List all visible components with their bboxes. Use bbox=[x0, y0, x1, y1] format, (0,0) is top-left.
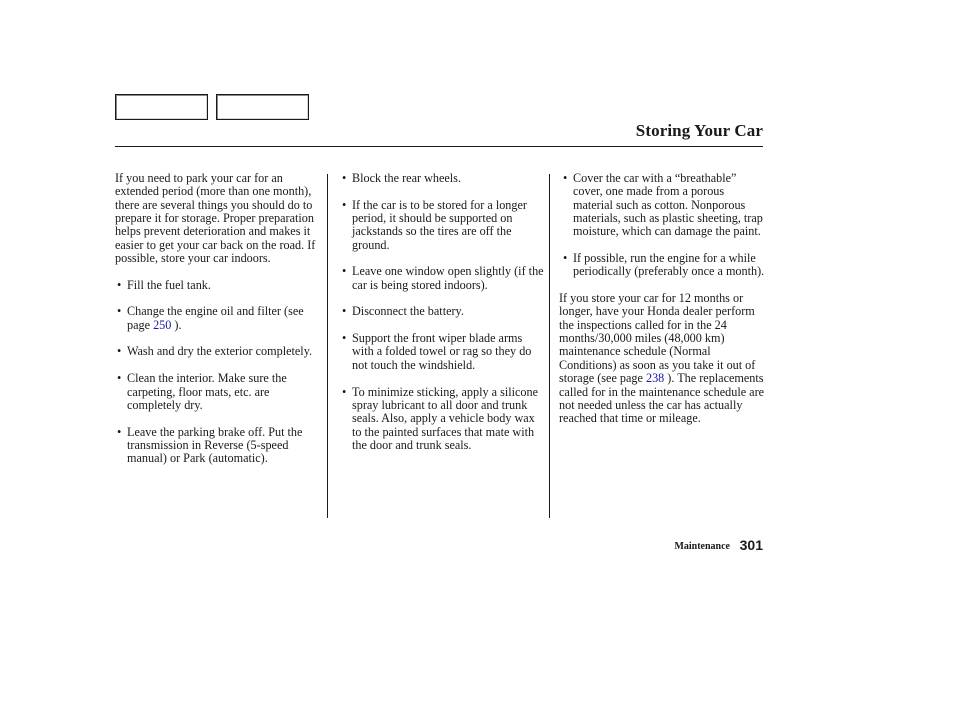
oil-text-before: Change the engine oil and filter (see page bbox=[127, 304, 304, 332]
column-2 bbox=[340, 172, 545, 466]
long-storage-paragraph bbox=[559, 292, 766, 425]
para-text-after: ). The replacements called for in the maintenance schedule are not needed unless the car has actually reached that time or mileage. bbox=[559, 371, 765, 426]
nav-button-back[interactable] bbox=[115, 94, 208, 120]
list-item-cover: • Cover the car with a “breathable” cover, one made from a porous material such as cotton. Nonporous materials, such as plastic sheeting, trap moisture, which can damage the paint. bbox=[561, 172, 766, 239]
page-title: Storing Your Car bbox=[635, 121, 763, 140]
list-item-wipers: • Support the front wiper blade arms with a folded towel or rag so they do not touch the windshield. bbox=[340, 332, 545, 372]
column-divider-1 bbox=[327, 174, 328, 518]
para-text-before: If you store your car for 12 months or longer, have your Honda dealer perform the inspections called for in the 24 months/30,000 miles (48,000 km) maintenance schedule (Normal Conditions) as soon as you take it out of storage (see page bbox=[559, 291, 756, 386]
page-link-250[interactable]: 250 bbox=[153, 317, 172, 332]
nav-button-forward[interactable] bbox=[216, 94, 309, 120]
list-item-seals: • To minimize sticking, apply a silicone spray lubricant to all door and trunk seals. Also, apply a vehicle body wax to the painted surfaces that mate with the door and trunk seals. bbox=[340, 386, 545, 453]
list-item-fuel: • Fill the fuel tank. bbox=[115, 279, 320, 292]
storage-steps-list-2 bbox=[340, 172, 545, 452]
column-divider-2 bbox=[549, 174, 550, 518]
storage-steps-list-3 bbox=[561, 172, 766, 279]
column-3 bbox=[561, 172, 766, 439]
list-item-battery: • Disconnect the battery. bbox=[340, 305, 545, 318]
list-item-wheels: • Block the rear wheels. bbox=[340, 172, 545, 185]
storage-steps-list-1 bbox=[115, 279, 320, 466]
list-item-window: • Leave one window open slightly (if the car is being stored indoors). bbox=[340, 265, 545, 292]
header-divider bbox=[115, 146, 763, 147]
list-item-wash: • Wash and dry the exterior completely. bbox=[115, 345, 320, 358]
page-link-238[interactable]: 238 bbox=[645, 371, 665, 386]
footer-section-label: Maintenance bbox=[674, 541, 730, 552]
list-item-brake: • Leave the parking brake off. Put the transmission in Reverse (5-speed manual) or Park (automatic). bbox=[115, 426, 320, 466]
list-item-interior: • Clean the interior. Make sure the carpeting, floor mats, etc. are completely dry. bbox=[115, 372, 320, 412]
list-item-oil bbox=[115, 305, 320, 332]
intro-paragraph: If you need to park your car for an extended period (more than one month), there are several things you should do to prepare it for storage. Proper preparation helps prevent deterioration and makes it easier to get your car back on the road. If possible, store your car indoors. bbox=[115, 171, 316, 266]
column-1 bbox=[115, 172, 320, 479]
page-number: 301 bbox=[739, 537, 763, 553]
oil-text-after: ). bbox=[171, 317, 182, 332]
list-item-jackstands: • If the car is to be stored for a longer period, it should be supported on jackstands so the tires are off the ground. bbox=[340, 199, 545, 252]
list-item-run-engine: • If possible, run the engine for a while periodically (preferably once a month). bbox=[561, 252, 766, 279]
